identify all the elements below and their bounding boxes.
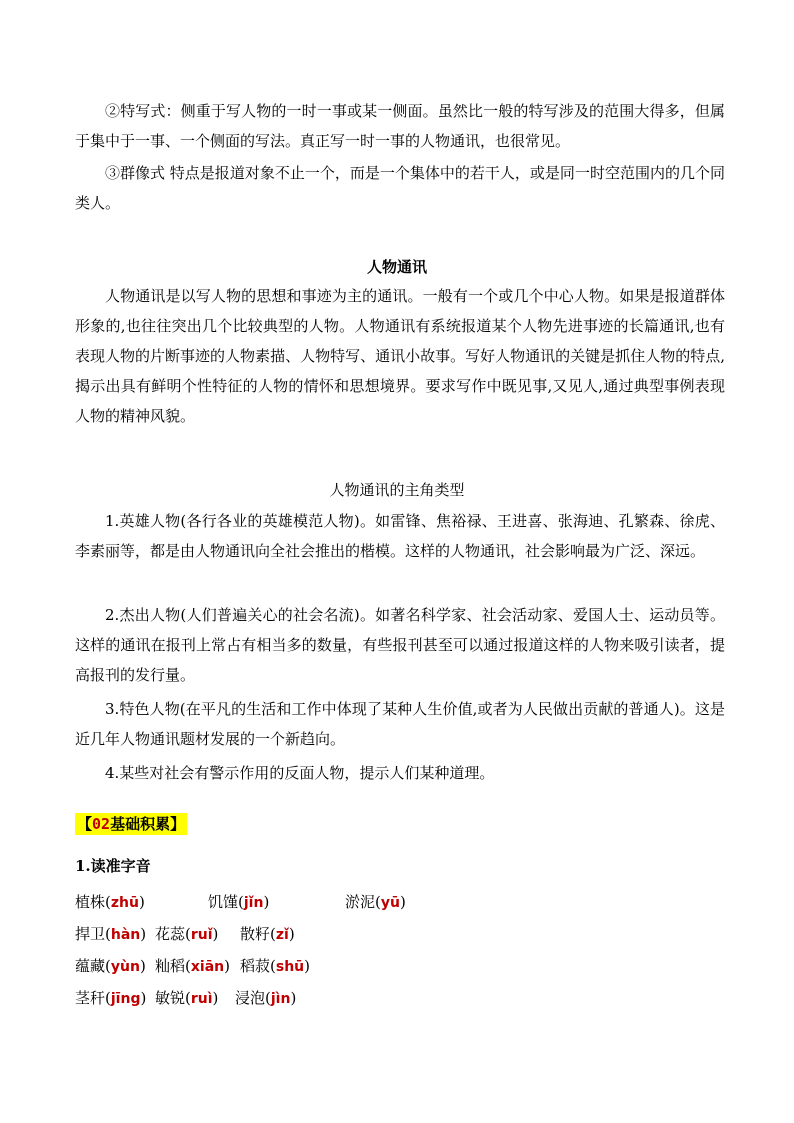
word-item: 浸泡(jìn) <box>235 989 297 1007</box>
word-item: 饥馑(jǐn) <box>208 893 270 911</box>
word-item: 籼稻(xiān) <box>155 957 230 975</box>
word-item: 敏锐(ruì) <box>155 989 219 1007</box>
list-item-hero: 1.英雄人物(各行各业的英雄模范人物)。如雷锋、焦裕禄、王进喜、张海迪、孔繁森、徐虎、李素丽等，都是由人物通讯向全社会推出的楷模。这样的人物通讯，社会影响最为广泛、深远。 <box>75 512 725 560</box>
word-item: 花蕊(ruǐ) <box>155 925 219 943</box>
paragraph-character-report: 人物通讯是以写人物的思想和事迹为主的通讯。一般有一个或几个中心人物。如果是报道群体形象的,也往往突出几个比较典型的人物。人物通讯有系统报道某个人物先进事迹的长篇通讯,也有表现人物的片断事迹的人物素描、人物特写、通讯小故事。写好人物通讯的关键是抓住人物的特点,揭示出具有鲜明个性特征的人物的情怀和思想境界。要求写作中既见事,又见人,通过典型事例表现人物的精神风貌。 <box>75 287 725 425</box>
section-tag-number: 02 <box>92 815 111 833</box>
section-title-protagonist-types: 人物通讯的主角类型 <box>329 481 465 499</box>
paragraph-feature-style: ②特写式：侧重于写人物的一时一事或某一侧面。虽然比一般的特写涉及的范围大得多，但属于集中于一事、一个侧面的写法。真正写一时一事的人物通讯，也很常见。 <box>75 102 725 150</box>
word-item: 淤泥(yū) <box>345 893 406 911</box>
section-tag-basic-accumulation: 【02基础积累】 <box>77 815 186 833</box>
paragraph-group-style: ③群像式 特点是报道对象不止一个，而是一个集体中的若干人，或是同一时空范围内的几个同类人。 <box>75 164 725 212</box>
word-item: 散籽(zǐ) <box>240 925 295 943</box>
list-item-special: 3.特色人物(在平凡的生活和工作中体现了某种人生价值,或者为人民做出贡献的普通人)。这是近几年人物通讯题材发展的一个新趋向。 <box>75 700 725 748</box>
word-item: 捍卫(hàn) <box>75 925 147 943</box>
word-item: 植株(zhū) <box>75 893 145 911</box>
list-item-outstanding: 2.杰出人物(人们普遍关心的社会名流)。如著名科学家、社会活动家、爱国人士、运动员等。这样的通讯在报刊上常占有相当多的数量，有些报刊甚至可以通过报道这样的人物来吸引读者，提高报刊的发行量。 <box>75 606 725 684</box>
section-title-character-report: 人物通讯 <box>366 258 427 276</box>
pronunciation-title: 1.读准字音 <box>75 857 151 875</box>
word-item: 茎秆(jīng) <box>75 989 147 1007</box>
list-item-negative: 4.某些对社会有警示作用的反面人物，提示人们某种道理。 <box>105 764 495 782</box>
word-item: 蕴藏(yùn) <box>75 957 146 975</box>
word-item: 稻菽(shū) <box>240 957 311 975</box>
